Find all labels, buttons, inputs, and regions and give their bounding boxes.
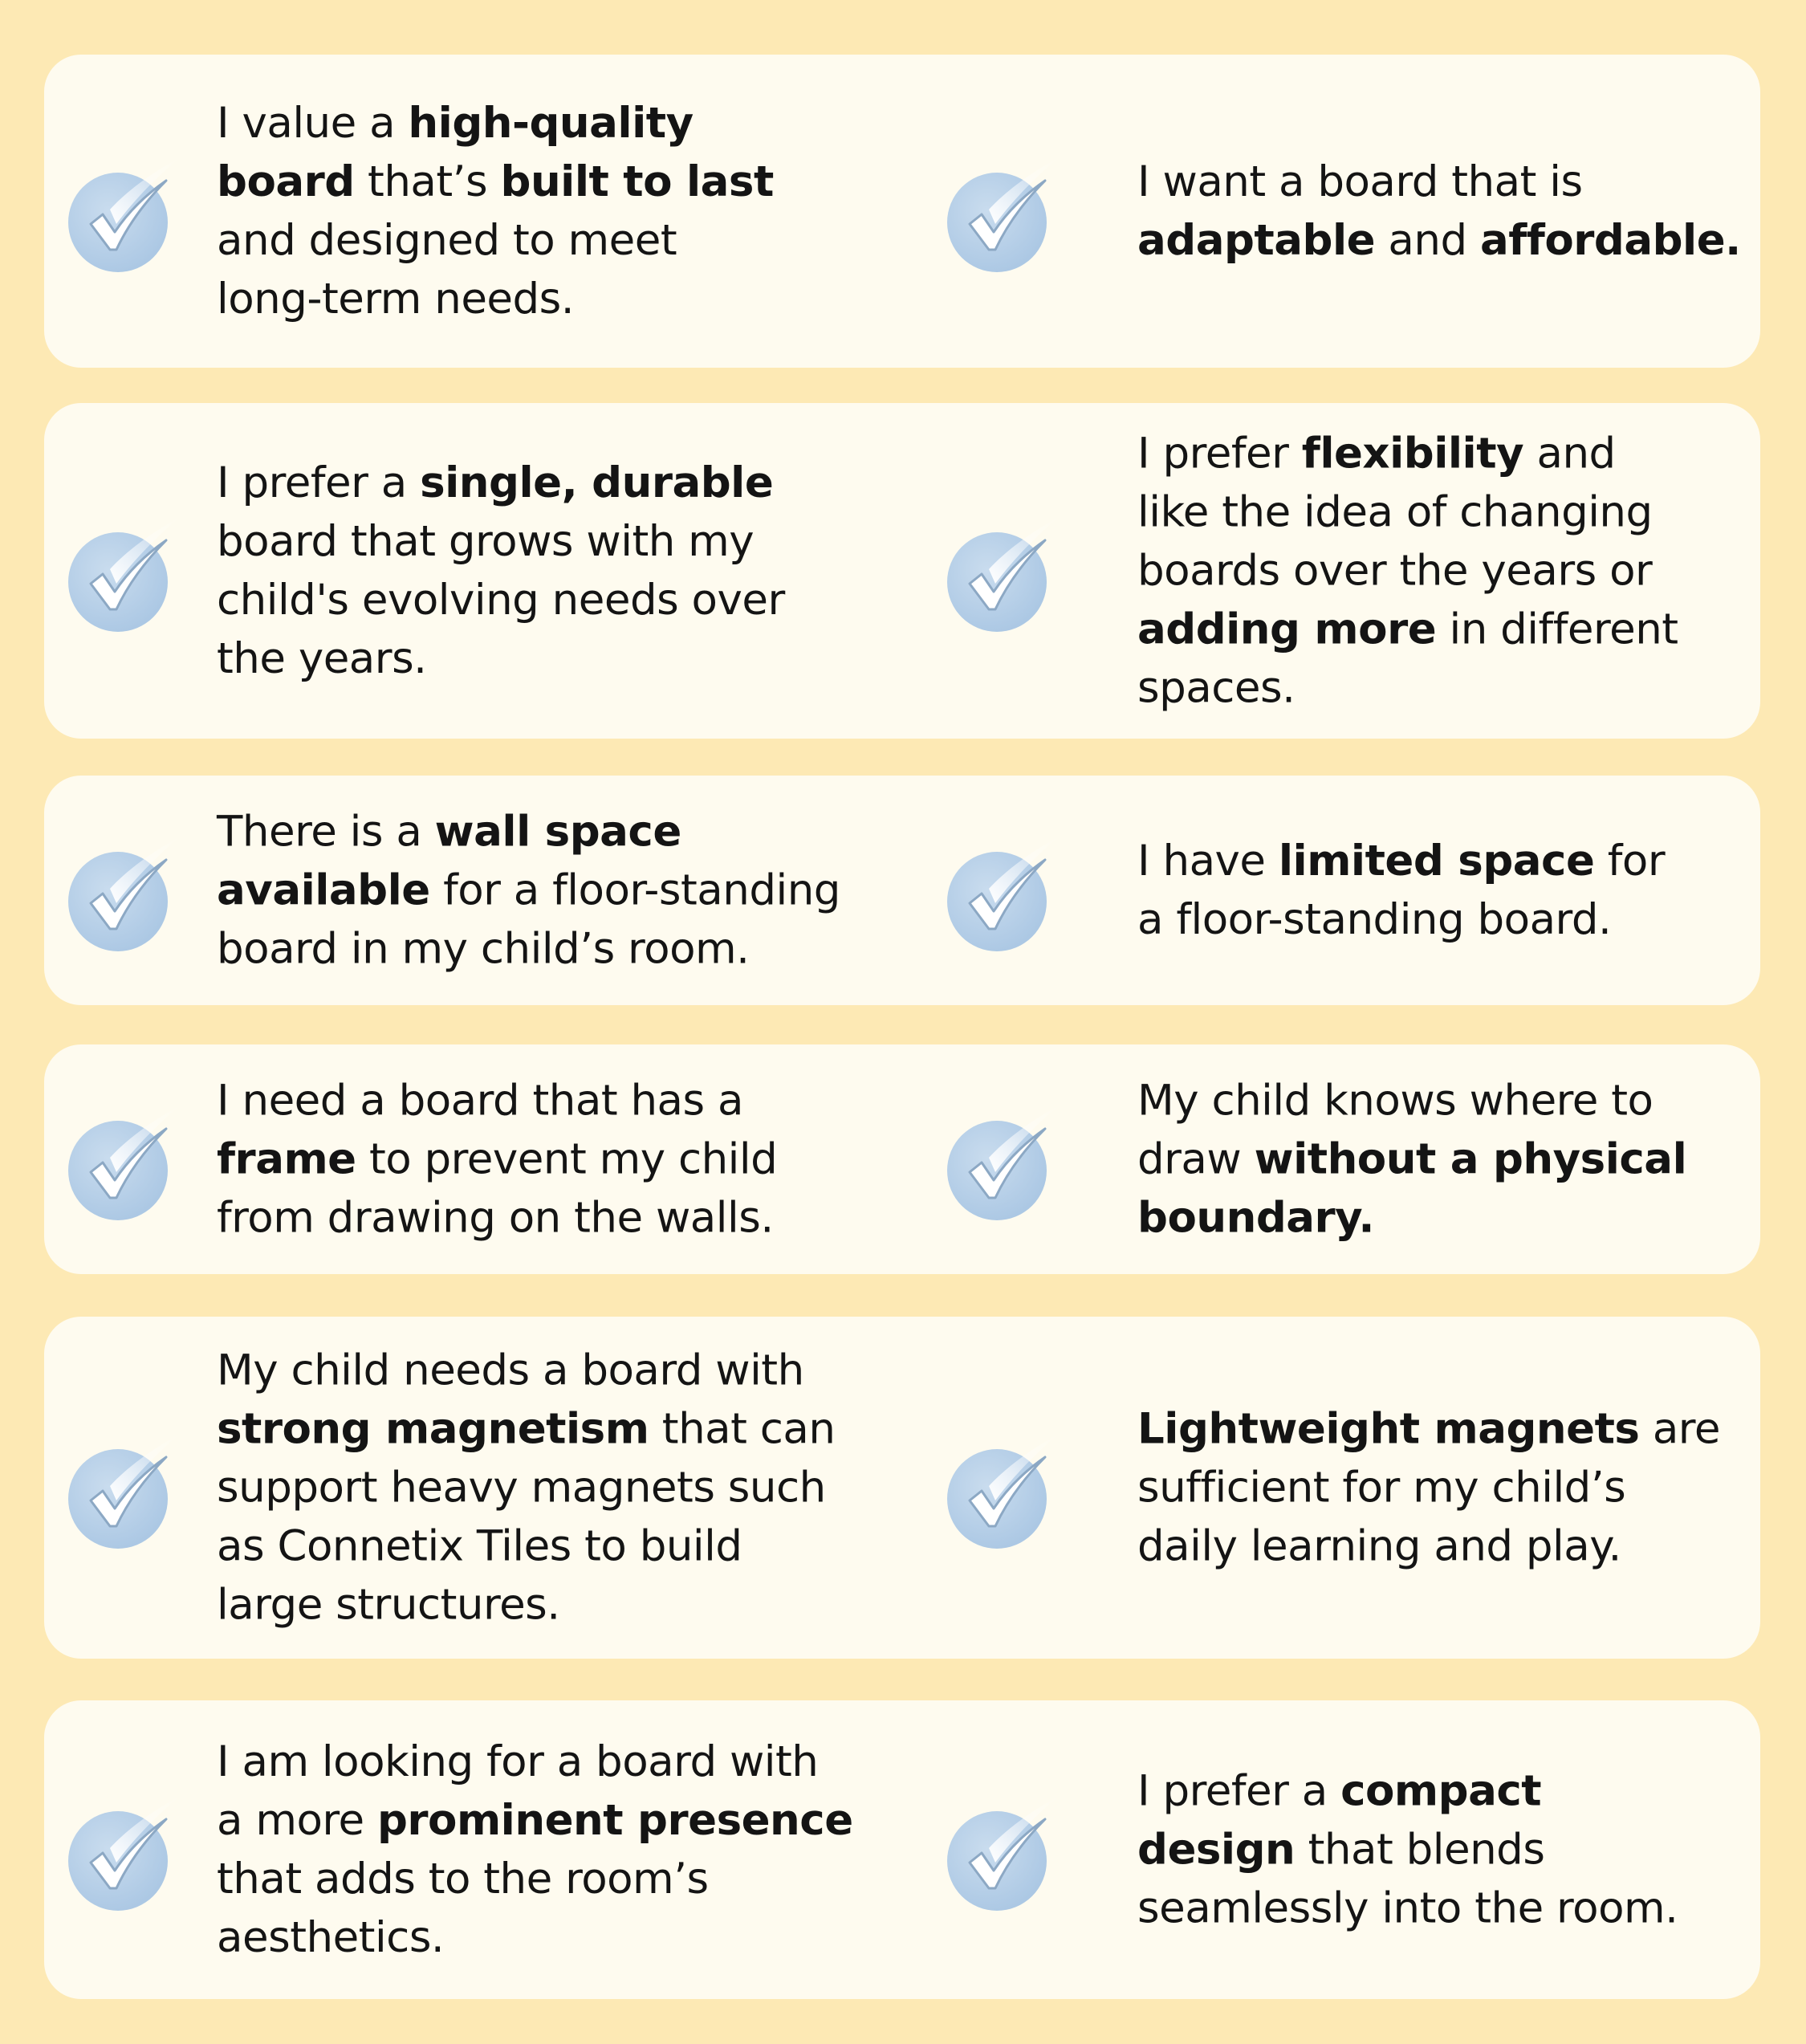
statement-line xyxy=(1137,483,1760,542)
statement-line xyxy=(1137,890,1760,949)
plain-text: My child knows where to xyxy=(1137,1076,1653,1126)
emphasis-text: flexibility xyxy=(1301,429,1524,478)
emphasis-text: prominent presence xyxy=(376,1796,853,1845)
statement-line xyxy=(217,1342,913,1400)
checkmark-icon xyxy=(68,157,189,277)
statement-line xyxy=(217,1517,913,1576)
statement-line xyxy=(217,571,913,629)
plain-text: like the idea of changing xyxy=(1137,487,1653,537)
statement-line xyxy=(1137,659,1760,718)
plain-text: that can xyxy=(649,1404,836,1454)
left-statement-1 xyxy=(44,55,919,368)
plain-text: child's evolving needs over xyxy=(217,576,785,625)
statement-text xyxy=(1137,1762,1760,1938)
statement-text xyxy=(1137,153,1760,270)
left-statement-3 xyxy=(44,776,919,1005)
statement-line xyxy=(1137,1821,1760,1879)
checkmark-icon xyxy=(947,1105,1068,1225)
statement-line xyxy=(1137,1762,1760,1821)
statement-line xyxy=(217,920,913,979)
statement-text xyxy=(217,803,913,979)
plain-text: and xyxy=(1375,216,1480,265)
checkmark-icon xyxy=(947,516,1068,637)
checkmark-icon xyxy=(68,836,189,956)
statement-line xyxy=(217,512,913,571)
statement-text xyxy=(217,1342,913,1635)
statement-line xyxy=(217,1400,913,1459)
plain-text: support heavy magnets such xyxy=(217,1463,826,1513)
plain-text: I need a board that has a xyxy=(217,1076,743,1126)
statement-line xyxy=(1137,1072,1760,1130)
statement-line xyxy=(1137,1459,1760,1517)
comparison-row-2 xyxy=(44,403,1760,739)
plain-text: to prevent my child xyxy=(356,1134,778,1184)
plain-text: I have xyxy=(1137,837,1279,886)
plain-text: aesthetics. xyxy=(217,1913,445,1962)
plain-text: sufficient for my child’s xyxy=(1137,1463,1626,1513)
emphasis-text: high-quality xyxy=(408,99,694,148)
plain-text: draw xyxy=(1137,1134,1255,1184)
emphasis-text: design xyxy=(1137,1825,1296,1875)
right-statement-5 xyxy=(927,1317,1760,1659)
checkmark-icon xyxy=(947,157,1068,277)
plain-text: There is a xyxy=(217,807,435,857)
statement-line xyxy=(217,1072,913,1130)
statement-text xyxy=(217,454,913,688)
emphasis-text: Lightweight magnets xyxy=(1137,1404,1640,1454)
checkmark-icon xyxy=(68,516,189,637)
checkmark-icon xyxy=(947,1795,1068,1916)
right-statement-1 xyxy=(927,55,1760,368)
checkmark-icon xyxy=(947,1433,1068,1553)
emphasis-text: single, durable xyxy=(420,458,774,507)
plain-text: that’s xyxy=(354,157,501,206)
statement-line xyxy=(217,1850,913,1908)
plain-text: that adds to the room’s xyxy=(217,1855,709,1904)
statement-line xyxy=(1137,425,1760,483)
plain-text: My child needs a board with xyxy=(217,1346,804,1395)
statement-text xyxy=(1137,1072,1760,1248)
right-statement-6 xyxy=(927,1700,1760,1999)
statement-line xyxy=(217,1576,913,1635)
right-statement-4 xyxy=(927,1044,1760,1274)
plain-text: large structures. xyxy=(217,1580,560,1630)
statement-line xyxy=(217,629,913,688)
statement-text xyxy=(217,1072,913,1248)
statement-line xyxy=(217,1130,913,1189)
plain-text: for a floor-standing xyxy=(429,865,840,915)
emphasis-text: without a physical xyxy=(1254,1134,1687,1184)
left-statement-4 xyxy=(44,1044,919,1274)
left-statement-2 xyxy=(44,403,919,739)
statement-line xyxy=(217,1908,913,1967)
emphasis-text: built to last xyxy=(500,157,774,206)
statement-line xyxy=(217,1189,913,1248)
statement-line xyxy=(217,454,913,512)
statement-text xyxy=(217,1733,913,1967)
emphasis-text: adding more xyxy=(1137,605,1437,654)
statement-line xyxy=(217,153,913,211)
plain-text: for xyxy=(1594,837,1666,886)
plain-text: seamlessly into the room. xyxy=(1137,1883,1678,1933)
emphasis-text: available xyxy=(217,865,430,915)
plain-text: I want a board that is xyxy=(1137,157,1583,206)
statement-line xyxy=(1137,601,1760,659)
emphasis-text: limited space xyxy=(1278,837,1595,886)
statement-line xyxy=(217,94,913,153)
comparison-row-4 xyxy=(44,1044,1760,1274)
plain-text: the years. xyxy=(217,634,427,683)
statement-text xyxy=(1137,832,1760,949)
emphasis-text: board xyxy=(217,157,355,206)
statement-line xyxy=(217,211,913,270)
statement-line xyxy=(1137,211,1760,270)
comparison-row-5 xyxy=(44,1317,1760,1659)
plain-text: a more xyxy=(217,1796,377,1845)
right-statement-2 xyxy=(927,403,1760,739)
emphasis-text: frame xyxy=(217,1134,356,1184)
statement-line xyxy=(1137,153,1760,211)
checkmark-icon xyxy=(68,1433,189,1553)
statement-line xyxy=(1137,832,1760,890)
plain-text: and xyxy=(1523,429,1616,478)
checkmark-icon xyxy=(947,836,1068,956)
left-statement-5 xyxy=(44,1317,919,1659)
statement-line xyxy=(1137,1400,1760,1459)
comparison-row-1 xyxy=(44,55,1760,368)
plain-text: I prefer a xyxy=(1137,1766,1341,1816)
statement-line xyxy=(217,803,913,861)
plain-text: in different xyxy=(1436,605,1678,654)
comparison-row-6 xyxy=(44,1700,1760,1999)
statement-line xyxy=(1137,1879,1760,1938)
plain-text: are xyxy=(1639,1404,1721,1454)
statement-line xyxy=(217,1791,913,1850)
plain-text: spaces. xyxy=(1137,663,1296,713)
plain-text: from drawing on the walls. xyxy=(217,1193,774,1243)
plain-text: daily learning and play. xyxy=(1137,1521,1621,1571)
plain-text: boards over the years or xyxy=(1137,546,1653,596)
statement-line xyxy=(217,1459,913,1517)
emphasis-text: affordable. xyxy=(1479,216,1741,265)
emphasis-text: adaptable xyxy=(1137,216,1376,265)
statement-text xyxy=(217,94,913,328)
plain-text: I am looking for a board with xyxy=(217,1737,819,1786)
plain-text: as Connetix Tiles to build xyxy=(217,1521,742,1571)
right-statement-3 xyxy=(927,776,1760,1005)
plain-text: and designed to meet xyxy=(217,216,677,265)
statement-line xyxy=(217,861,913,920)
emphasis-text: compact xyxy=(1340,1766,1542,1816)
statement-text xyxy=(1137,1400,1760,1576)
plain-text: a floor-standing board. xyxy=(1137,895,1612,944)
statement-line xyxy=(1137,1130,1760,1189)
statement-line xyxy=(1137,1189,1760,1248)
statement-line xyxy=(1137,542,1760,601)
statement-line xyxy=(217,270,913,328)
statement-line xyxy=(1137,1517,1760,1576)
plain-text: board in my child’s room. xyxy=(217,924,750,974)
statement-text xyxy=(1137,425,1760,718)
plain-text: I value a xyxy=(217,99,409,148)
plain-text: board that grows with my xyxy=(217,517,755,566)
emphasis-text: strong magnetism xyxy=(217,1404,649,1454)
statement-line xyxy=(217,1733,913,1791)
checkmark-icon xyxy=(68,1105,189,1225)
checkmark-icon xyxy=(68,1795,189,1916)
plain-text: I prefer a xyxy=(217,458,421,507)
emphasis-text: boundary. xyxy=(1137,1193,1374,1243)
plain-text: that blends xyxy=(1295,1825,1545,1875)
plain-text: I prefer xyxy=(1137,429,1302,478)
emphasis-text: wall space xyxy=(434,807,681,857)
plain-text: long-term needs. xyxy=(217,275,575,324)
comparison-row-3 xyxy=(44,776,1760,1005)
left-statement-6 xyxy=(44,1700,919,1999)
